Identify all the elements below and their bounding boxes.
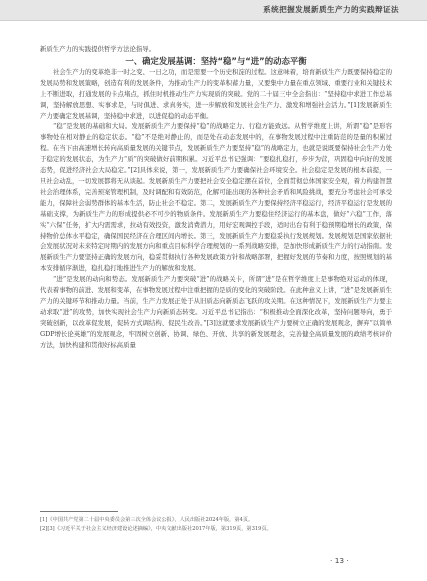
running-header-title: 系统把握发展新质生产力的实践辩证法 <box>263 5 399 14</box>
footnote-2: [2][3]《习近平关于社会主义经济建设论述摘编》，中央文献出版社2017年版，第319页，第319页。 <box>40 525 272 532</box>
footnote-1: [1]《中国共产党第二十届中央委员会第三次全体会议公报》，人民出版社2024年版，第4页。 <box>40 517 254 523</box>
lead-paragraph: 新质生产力的实践提供哲学方法论指导。 <box>40 45 156 53</box>
body-paragraph-2: “稳”是发展的基础和大局。发展新质生产力要保持“稳”的战略定力、行稳方能致远。从哲学维度上讲，所谓“稳”是形容事物处在相对静止的稳定状态。“稳”不是绝对静止的，而是处在动态发展中的，在事物发展过程中注重防范的是量的积累过程。在当下由高速增长转向高质量发展的关键节点，发展新质生产力要坚持“稳”的战略定力，也就是说既要保持社会生产力处于稳定的发展状态，为生产力“质”的突破做好前期积累。习近平总书记强调：“要稳扎稳打，步步为营，巩固稳中向好的发展态势，促进经济社会大局稳定。”[2]具体来说，第一，发展新质生产力要确保社会环境安全。社会稳定是发展的根本前提，一旦社会动乱，一切发展都将无从谈起。发展新质生产力要把社会安全稳定摆在首位，全面贯彻总体国家安全观，着力构建智慧社会治理体系，完善预案管理机制，及时调配和有效防范，化解可能出现的各种社会矛盾和风险挑战，要充分考虑社会可承受能力，保障社会弱势群体的基本生活，防止社会不稳定。第二，发展新质生产力要保持经济平稳运行，经济平稳运行是发展的基础支撑，为新质生产力的形成提供必不可少的物质条件。发展新质生产力要稳住经济运行的基本盘，做好“六稳”工作，落实“六保”任务，扩大内需需求，拉动有效投资，激发消费潜力，用好宏观调控手段，适时出台有利于稳预期稳增长的政策，保持物价总体水平稳定，确保国民经济在合理区间内增长。第三，发展新质生产力要稳妥执行发展规划。发展规划是国家依据社会发展状况对未来特定时期内的发展方向和重点目标科学合理规划的一系列战略安排，是加快形成新质生产力的行动指南。发展新质生产力要坚持正确的发展方向，稳妥贯彻执行各种发展政策方针和战略部署，把握好发展的节奏和力度，按照规划的基本安排循序渐进，稳扎稳打地推进生产力的解放和发展。 <box>40 122 392 273</box>
section-heading: 一、确定发展基调：坚持“稳”与“进”的动态平衡 <box>125 55 307 66</box>
page-number: · 13 · <box>330 556 349 565</box>
footnotes <box>40 516 392 533</box>
body-paragraph-1: 社会生产力的变革绝非一时之变、一日之功，而是需要一个历史积淀的过程。这意味着，培育新质生产力既要保持稳定的发展局势和发展策略，创造有利的发展条件，为推动生产力的变革积蓄力量，又要集中力量在重点领域、重要行业和关键技术上不断进取，打通发展的卡点堵点，抓住时机推动生产力实现质的突破。党的二十届三中全会指出：“坚持稳中求进工作总基调，坚持解放思想、实事求是，与时俱进、求真务实，进一步解放和发展社会生产力、激发和增强社会活力。”[1]发展新质生产力要确定发展基调，坚持稳中求进，以进促稳的动态平衡。 <box>40 67 392 120</box>
article-body <box>40 44 392 350</box>
body-paragraph-3: “进”是发展的动向和势态。发展新质生产力要突破“进”的战略关卡，所谓“进”是在哲学维度上是事物绝对运动的体现，代表着事物的前进、发展和变革，在事物发展过程中注重把握的是质的变化的突破阶段。在此种意义上讲，“进”是发展新质生产力的关键环节和推动力量。当前，生产力发展正处于从旧质态向新质态飞跃的攻关期。在这种情况下，发展新质生产力要主动求取“进”的攻势，加快实现社会生产力向新质态转变。习近平总书记指出：“积极推动全面深化改革，坚持问题导向，勇于突破创新，以改革促发展，促转方式调结构、促民生改善。”[3]这就要求发展新质生产力要树立正确的发展观念，摒弃“以简单GDP增长论英雄”的发展观念，牢固树立创新、协调、绿色、开放、共享的新发展理念，完善健全高质量发展的政绩考核评价方法，加快构建和贯彻好标高质量 <box>40 275 392 349</box>
footnote-divider <box>40 511 118 512</box>
running-header <box>0 0 427 21</box>
